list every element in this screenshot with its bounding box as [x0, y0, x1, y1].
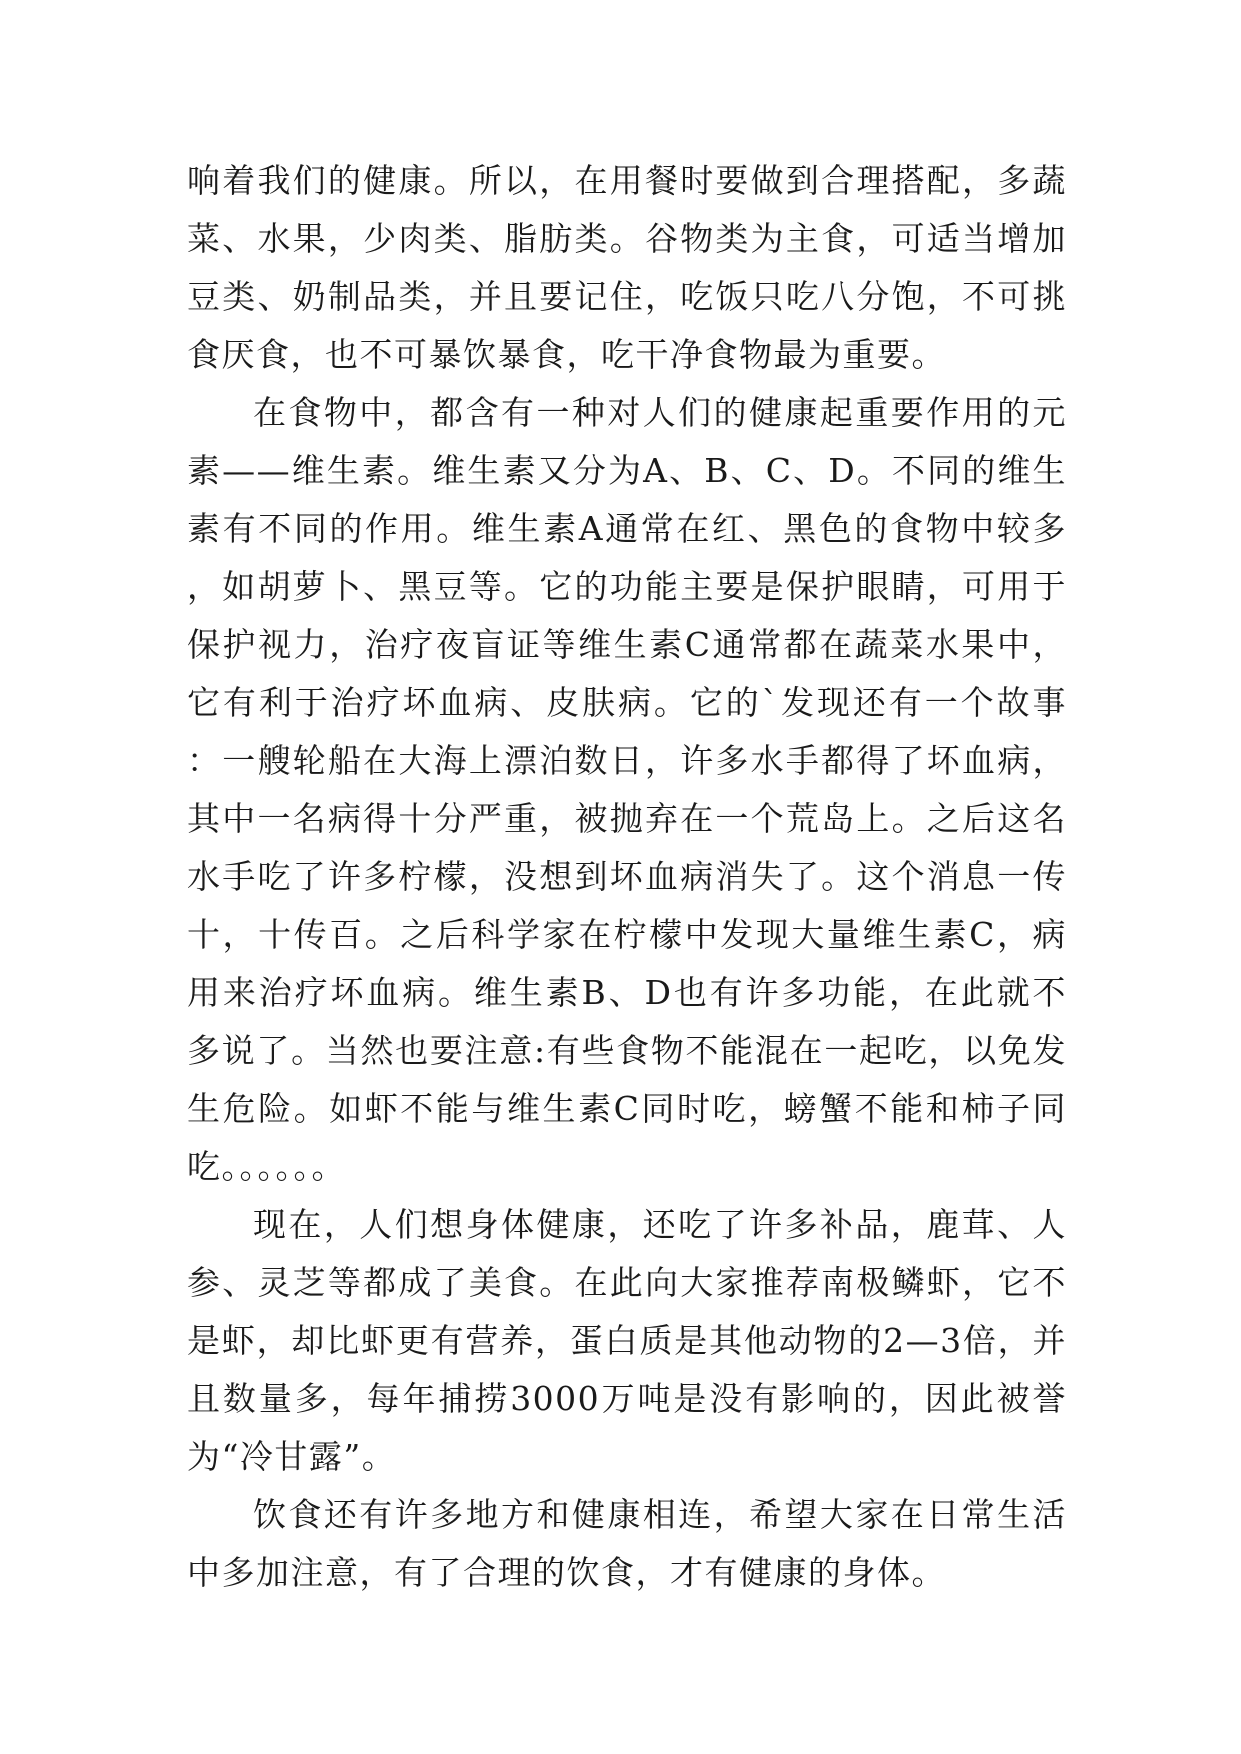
paragraph-3: 现在，人们想身体健康，还吃了许多补品，鹿茸、人参、灵芝等都成了美食。在此向大家推荐南极鳞虾，它不是虾，却比虾更有营养，蛋白质是其他动物的2—3倍，并且数量多，每年捕捞3000万吨是没有影响的，因此被誉为“冷甘露”。 — [187, 1205, 1067, 1476]
paragraph-4: 饮食还有许多地方和健康相连，希望大家在日常生活中多加注意，有了合理的饮食，才有健康的身体。 — [187, 1495, 1067, 1592]
paragraph-2: 在食物中，都含有一种对人们的健康起重要作用的元素——维生素。维生素又分为A、B、C、D。不同的维生素有不同的作用。维生素A通常在红、黑色的食物中较多，如胡萝卜、黑豆等。它的功能主要是保护眼睛，可用于保护视力，治疗夜盲证等维生素C通常都在蔬菜水果中，它有利于治疗坏血病、皮肤病。它的`发现还有一个故事：一艘轮船在大海上漂泊数日，许多水手都得了坏血病，其中一名病得十分严重，被抛弃在一个荒岛上。之后这名水手吃了许多柠檬，没想到坏血病消失了。这个消息一传十，十传百。之后科学家在柠檬中发现大量维生素C，病用来治疗坏血病。维生素B、D也有许多功能，在此就不多说了。当然也要注意:有些食物不能混在一起吃，以免发生危险。如虾不能与维生素C同时吃，螃蟹不能和柿子同吃。。。。。。 — [187, 393, 1067, 1186]
document-body — [187, 152, 1067, 1602]
paragraph-1: 响着我们的健康。所以，在用餐时要做到合理搭配，多蔬菜、水果，少肉类、脂肪类。谷物类为主食，可适当增加豆类、奶制品类，并且要记住，吃饭只吃八分饱，不可挑食厌食，也不可暴饮暴食，吃干净食物最为重要。 — [187, 161, 1067, 374]
